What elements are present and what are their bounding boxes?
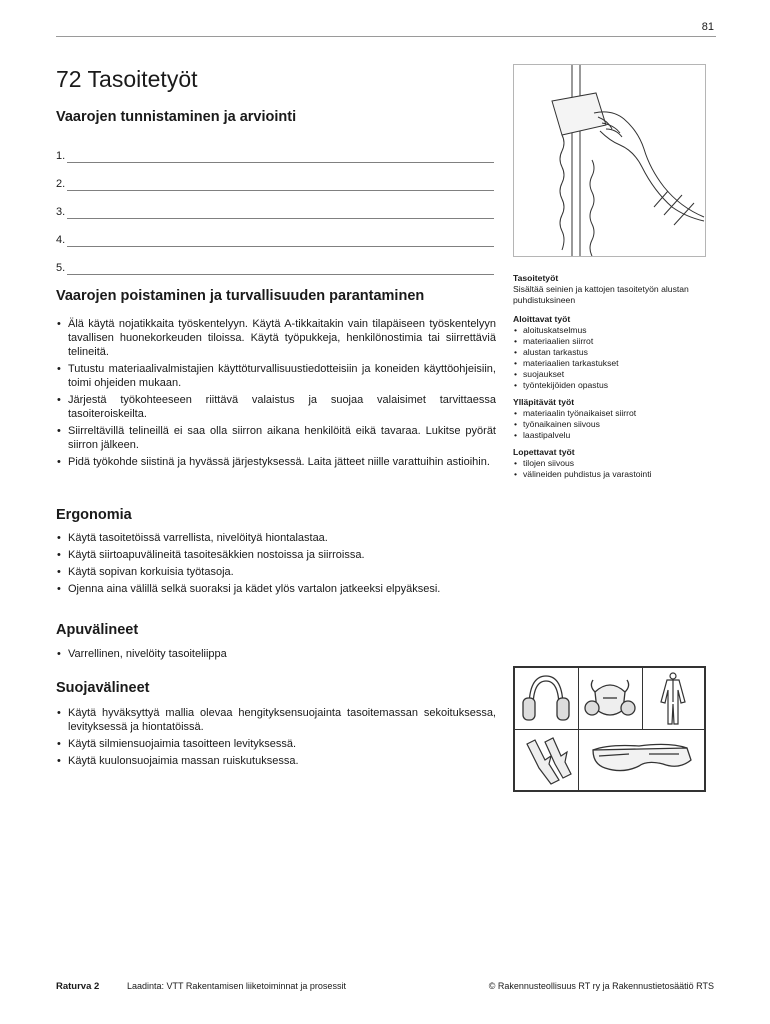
list-item: • Käytä sopivan korkuisia työtasoja. <box>56 565 496 579</box>
plastering-drawing <box>514 65 705 256</box>
ppe-pictogram-grid <box>513 666 706 792</box>
ergonomics-list <box>56 531 496 599</box>
tools-heading: Apuvälineet <box>56 622 139 638</box>
list-item: • tilojen siivous <box>513 458 723 469</box>
list-item: • Käytä siirtoapuvälineitä tasoitesäkkien nostoissa ja siirroissa. <box>56 548 496 562</box>
sidebar-group-title: Lopettavat työt <box>513 447 575 457</box>
work-info-sidebar <box>513 273 723 486</box>
list-item: • materiaalin työnaikaiset siirrot <box>513 408 723 419</box>
sidebar-group-list <box>513 325 723 391</box>
protective-equipment-heading: Suojavälineet <box>56 680 150 696</box>
list-item: • Siirreltävillä telineillä ei saa olla siirron aikana henkilöitä eikä tavaraa. Lukitse pyörät siirron jälkeen. <box>56 424 496 452</box>
sidebar-group-title: Aloittavat työt <box>513 314 571 324</box>
list-item: • Tutustu materiaalivalmistajien käyttöturvallisuustiedotteisiin ja koneiden käyttöohjeisiin, toimi ohjeiden mukaan. <box>56 362 496 390</box>
safety-goggles-icon <box>578 729 705 791</box>
tools-list <box>56 647 496 664</box>
page-number: 81 <box>701 21 714 33</box>
hazard-line-2: 2. <box>56 177 494 191</box>
ear-protection-icon <box>514 667 579 730</box>
list-item: • suojaukset <box>513 369 723 380</box>
list-item: • Ojenna aina välillä selkä suoraksi ja kädet ylös vartalon jatkeeksi elpyäksesi. <box>56 582 496 596</box>
hazard-line-3: 3. <box>56 205 494 219</box>
protective-gloves-icon <box>514 729 579 791</box>
list-item: • Käytä silmiensuojaimia tasoitteen levityksessä. <box>56 737 496 751</box>
sidebar-title: Tasoitetyöt <box>513 273 559 283</box>
coverall-icon <box>642 667 705 730</box>
list-item: • Käytä hyväksyttyä mallia olevaa hengityksensuojainta tasoitemassan sekoituksessa, levityksessä ja hiontatöissä. <box>56 706 496 734</box>
footer-brand: Raturva 2 <box>56 981 100 992</box>
hazard-removal-list <box>56 317 496 472</box>
list-item: • materiaalien tarkastukset <box>513 358 723 369</box>
respirator-icon <box>578 667 643 730</box>
list-item: • Järjestä työkohteeseen riittävä valaistus ja suojaa valaisimet tarvittaessa tasoiteroiskeilta. <box>56 393 496 421</box>
list-item: • materiaalien siirrot <box>513 336 723 347</box>
list-item: • Käytä tasoitetöissä varrellista, nivelöityä hiontalastaa. <box>56 531 496 545</box>
list-item: • Älä käytä nojatikkaita työskentelyyn. Käytä A-tikkaitakin vain tilapäiseen työskentelyyn tavallisen huonekorkeuden tiloissa. Käytä työpukkeja, henkilönostimia tai siirrettäviä telineitä. <box>56 317 496 359</box>
protective-equipment-list <box>56 706 496 771</box>
list-item: • Varrellinen, nivelöity tasoiteliippa <box>56 647 496 661</box>
list-item: • Pidä työkohde siistinä ja hyvässä järjestyksessä. Laita jätteet niille varattuihin astioihin. <box>56 455 496 469</box>
header-rule <box>56 36 716 37</box>
list-item: • työnaikainen siivous <box>513 419 723 430</box>
sidebar-group-list <box>513 408 723 441</box>
hazard-line-5: 5. <box>56 261 494 275</box>
list-item: • työntekijöiden opastus <box>513 380 723 391</box>
hazard-removal-heading: Vaarojen poistaminen ja turvallisuuden parantaminen <box>56 288 425 304</box>
ergonomics-heading: Ergonomia <box>56 507 132 523</box>
sidebar-description: Sisältää seinien ja kattojen tasoitetyön alustan puhdistuksineen <box>513 284 689 305</box>
footer-author: Laadinta: VTT Rakentamisen liiketoiminnat ja prosessit <box>127 981 346 991</box>
hazard-identification-heading: Vaarojen tunnistaminen ja arviointi <box>56 109 297 125</box>
footer-copyright: © Rakennusteollisuus RT ry ja Rakennustietosäätiö RTS <box>488 981 714 991</box>
hazard-line-1: 1. <box>56 149 494 163</box>
list-item: • aloituskatselmus <box>513 325 723 336</box>
list-item: • laastipalvelu <box>513 430 723 441</box>
sidebar-group-title: Ylläpitävät työt <box>513 397 575 407</box>
list-item: • alustan tarkastus <box>513 347 723 358</box>
list-item: • Käytä kuulonsuojaimia massan ruiskutuksessa. <box>56 754 496 768</box>
plastering-illustration <box>513 64 706 257</box>
hazard-line-4: 4. <box>56 233 494 247</box>
page-title: 72 Tasoitetyöt <box>56 66 198 92</box>
list-item: • välineiden puhdistus ja varastointi <box>513 469 723 480</box>
sidebar-group-list <box>513 458 723 480</box>
